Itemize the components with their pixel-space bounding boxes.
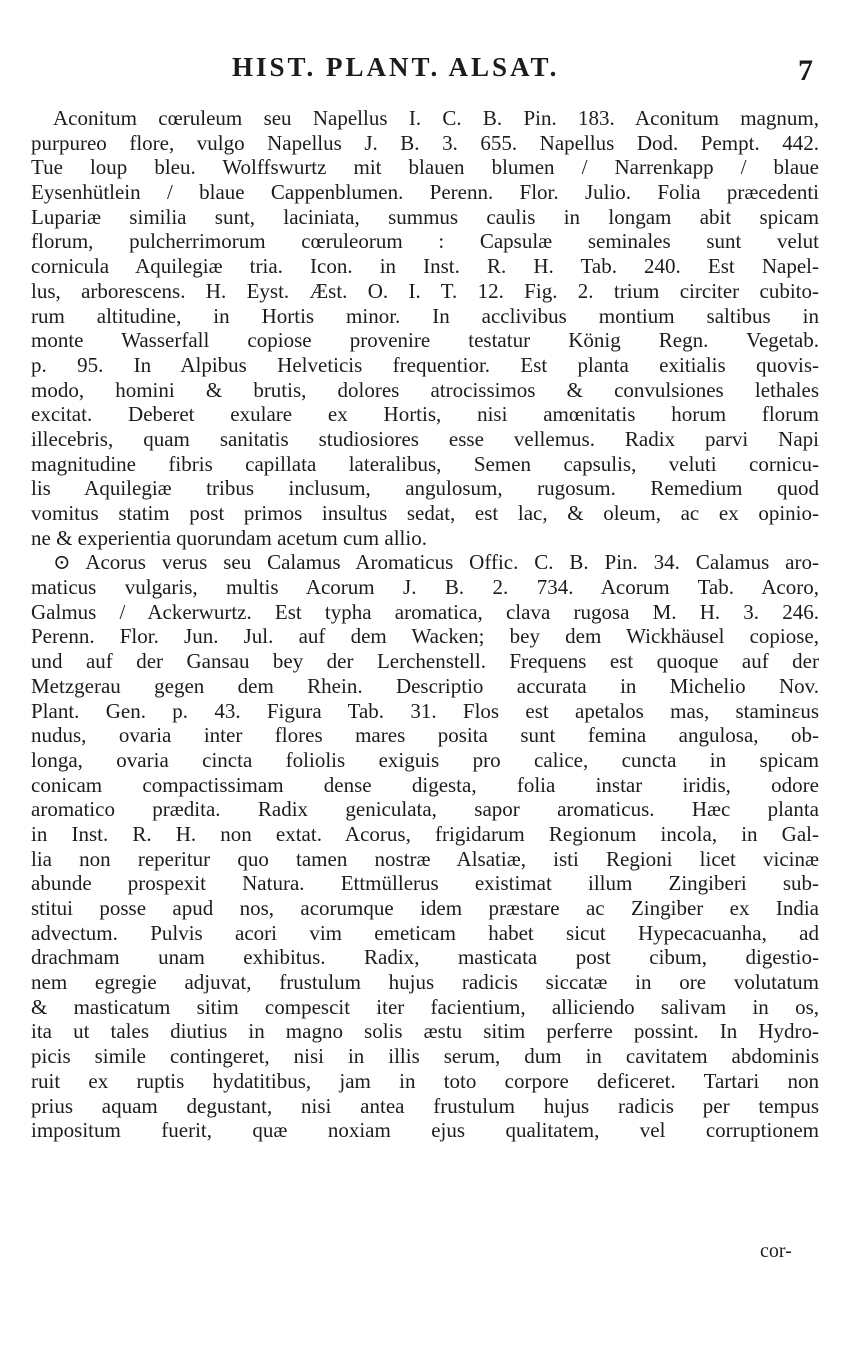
text-line: Plant. Gen. p. 43. Figura Tab. 31. Flos est apetalos mas, staminεus — [31, 698, 819, 723]
text-line: lis Aquilegiæ tribus inclusum, angulosum, rugosum. Remedium quod — [31, 476, 819, 501]
text-line: ⊙ Acorus verus seu Calamus Aromaticus Offic. C. B. Pin. 34. Calamus aro- — [53, 550, 819, 575]
text-line: p. 95. In Alpibus Helveticis frequentior. Est planta exitialis quovis- — [31, 352, 819, 377]
text-line: ita ut tales diutius in magno solis æstu sitim perferre possint. In Hydro- — [31, 1019, 819, 1044]
text-line: Galmus / Ackerwurtz. Est typha aromatica, clava rugosa M. H. 3. 246. — [31, 599, 819, 624]
text-line: cornicula Aquilegiæ tria. Icon. in Inst. R. H. Tab. 240. Est Napel- — [31, 254, 819, 279]
text-line: Perenn. Flor. Jun. Jul. auf dem Wacken; bey dem Wickhäusel copiose, — [31, 624, 819, 649]
text-line: lia non reperitur quo tamen nostræ Alsatiæ, isti Regioni licet vicinæ — [31, 846, 819, 871]
text-line: abunde prospexit Natura. Ettmüllerus existimat illum Zingiberi sub- — [31, 871, 819, 896]
text-line: in Inst. R. H. non extat. Acorus, frigidarum Regionum incola, in Gal- — [31, 821, 819, 846]
catchword: cor- — [760, 1240, 792, 1262]
text-line: Eysenhütlein / blaue Cappenblumen. Perenn. Flor. Julio. Folia præcedenti — [31, 180, 819, 205]
text-line: und auf der Gansau bey der Lerchenstell. Frequens est quoque auf der — [31, 649, 819, 674]
text-line: aromatico prædita. Radix geniculata, sapor aromaticus. Hæc planta — [31, 797, 819, 822]
text-line: Tue loup bleu. Wolffswurtz mit blauen blumen / Narrenkapp / blaue — [31, 155, 819, 180]
text-line: advectum. Pulvis acori vim emeticam habet sicut Hypecacuanha, ad — [31, 920, 819, 945]
text-line: Lupariæ similia sunt, laciniata, summus caulis in longam abit spicam — [31, 204, 819, 229]
body-text — [31, 106, 819, 1143]
running-title: HIST. PLANT. ALSAT. — [232, 52, 560, 82]
text-line: magnitudine fibris capillata lateralibus, Semen capsulis, veluti cornicu- — [31, 451, 819, 476]
text-line: picis simile contingeret, nisi in illis serum, dum in cavitatem abdominis — [31, 1044, 819, 1069]
text-line: florum, pulcherrimorum cœruleorum : Capsulæ seminales sunt velut — [31, 229, 819, 254]
text-line: excitat. Deberet exulare ex Hortis, nisi amœnitatis horum florum — [31, 402, 819, 427]
text-line: vomitus statim post primos insultus sedat, est lac, & oleum, ac ex opinio- — [31, 501, 819, 525]
text-line: ruit ex ruptis hydatitibus, jam in toto corpore deficeret. Tartari non — [31, 1068, 819, 1093]
page-number: 7 — [798, 54, 813, 87]
text-line: rum altitudine, in Hortis minor. In acclivibus montium saltibus in — [31, 303, 819, 328]
text-line: purpureo flore, vulgo Napellus J. B. 3. 655. Napellus Dod. Pempt. 442. — [31, 130, 819, 155]
text-line: impositum fuerit, quæ noxiam ejus qualitatem, vel corruptionem — [31, 1118, 819, 1143]
text-line: lus, arborescens. H. Eyst. Æst. O. I. T. 12. Fig. 2. trium circiter cubito- — [31, 278, 819, 303]
text-line: Aconitum cœruleum seu Napellus I. C. B. Pin. 183. Aconitum magnum, — [53, 106, 819, 130]
text-line: & masticatum sitim compescit iter facientium, alliciendo salivam in os, — [31, 994, 819, 1019]
text-line: Metzgerau gegen dem Rhein. Descriptio accurata in Michelio Nov. — [31, 673, 819, 698]
text-line: drachmam unam exhibitus. Radix, masticata post cibum, digestio- — [31, 945, 819, 970]
text-line: nudus, ovaria inter flores mares posita sunt femina angulosa, ob- — [31, 723, 819, 748]
text-line: conicam compactissimam dense digesta, folia instar iridis, odore — [31, 772, 819, 797]
text-line: monte Wasserfall copiose provenire testatur König Regn. Vegetab. — [31, 328, 819, 353]
text-line: longa, ovaria cincta foliolis exiguis pro calice, cuncta in spicam — [31, 747, 819, 772]
text-line: nem egregie adjuvat, frustulum hujus radicis siccatæ in ore volutatum — [31, 970, 819, 995]
text-line: illecebris, quam sanitatis studiosiores esse vellemus. Radix parvi Napi — [31, 426, 819, 451]
text-line: modo, homini & brutis, dolores atrocissimos & convulsiones lethales — [31, 377, 819, 402]
text-line: ne & experientia quorundam acetum cum allio. — [31, 525, 427, 550]
text-line: maticus vulgaris, multis Acorum J. B. 2. 734. Acorum Tab. Acoro, — [31, 575, 819, 600]
text-line: stitui posse apud nos, acorumque idem præstare ac Zingiber ex India — [31, 896, 819, 920]
text-line: prius aquam degustant, nisi antea frustulum hujus radicis per tempus — [31, 1093, 819, 1118]
page-header — [0, 52, 850, 92]
